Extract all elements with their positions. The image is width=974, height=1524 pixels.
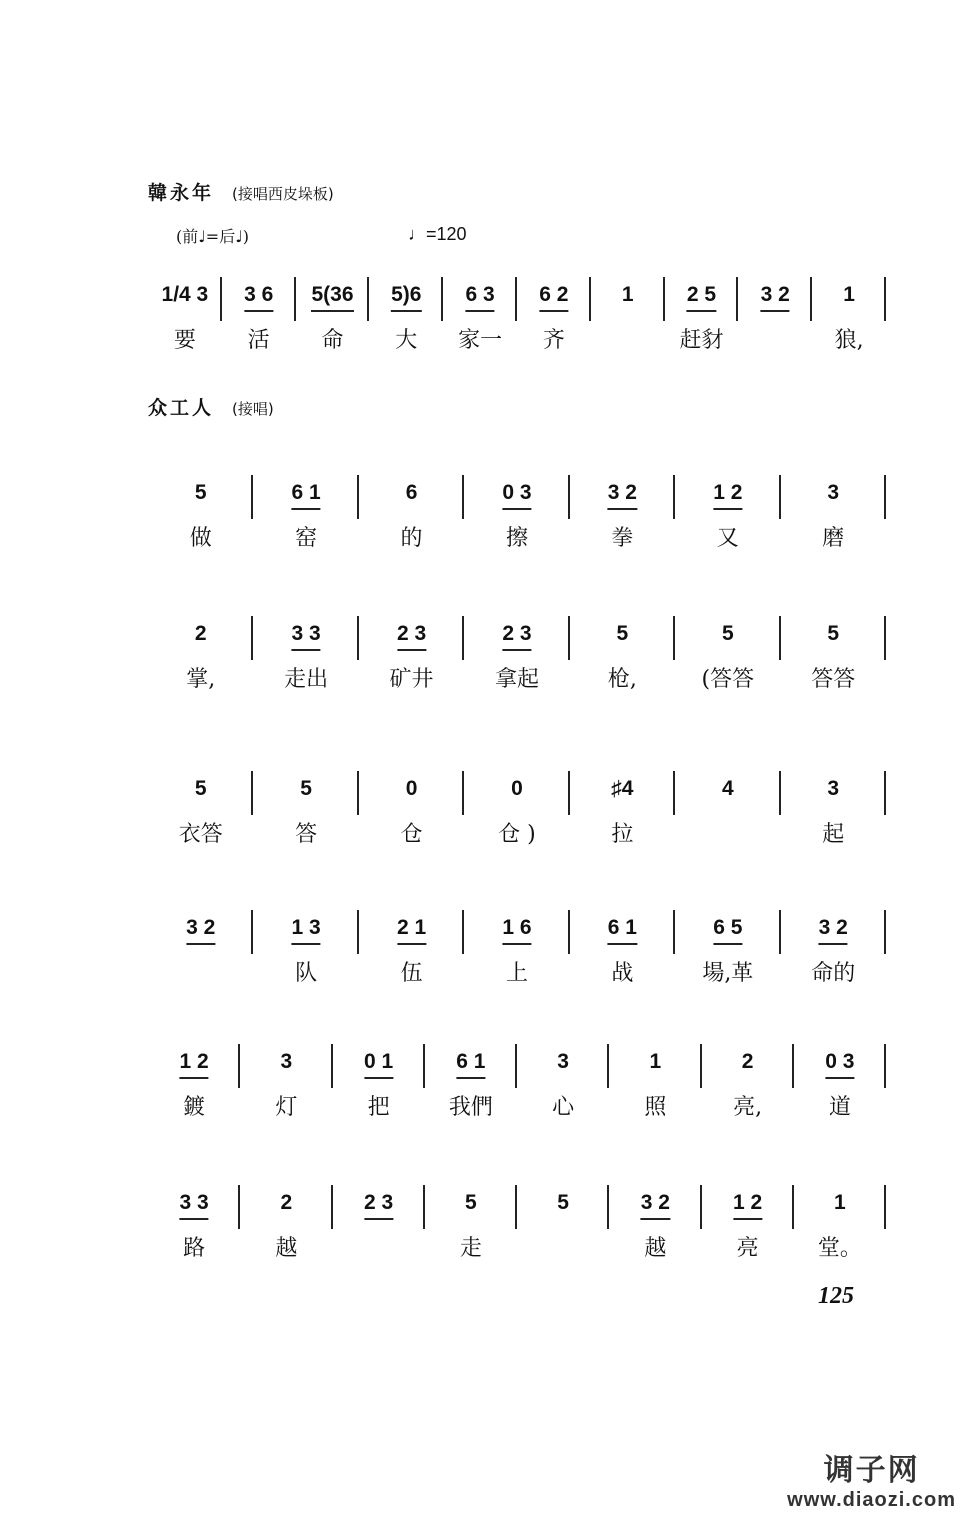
- singer-label: [148, 393, 274, 420]
- notes: 5: [557, 1191, 569, 1214]
- watermark-title: 调子网: [823, 1453, 920, 1488]
- singing-cue: (接唱西皮垛板): [232, 185, 334, 203]
- measure: [738, 283, 812, 373]
- lyrics: 道: [828, 1095, 851, 1120]
- lyrics: 赶豺: [679, 328, 724, 353]
- measure: [253, 481, 358, 571]
- lyrics: 灯: [275, 1095, 298, 1120]
- notes: 1: [843, 283, 855, 306]
- score-system: [148, 916, 886, 1006]
- notes: 2: [280, 1191, 293, 1214]
- watermark: [787, 1445, 956, 1512]
- measure: [464, 777, 569, 867]
- notes: 5: [616, 622, 629, 645]
- measure: [591, 283, 665, 373]
- notes: 6 1: [456, 1050, 485, 1079]
- lyrics: 上: [505, 961, 528, 986]
- measure: [253, 916, 358, 1006]
- notes: 2 5: [687, 283, 716, 312]
- measure: [464, 481, 569, 571]
- notes: 1 2: [713, 481, 742, 510]
- notes: 3: [280, 1050, 293, 1073]
- measure: [570, 916, 675, 1006]
- notes: 5: [194, 777, 207, 800]
- lyrics: (答答: [701, 667, 755, 692]
- notes: 2 1: [397, 916, 426, 945]
- measure: [665, 283, 739, 373]
- measure: [570, 622, 675, 712]
- notes: 1: [621, 283, 634, 306]
- measure: [609, 1050, 701, 1140]
- measure: [570, 481, 675, 571]
- measure: [675, 916, 780, 1006]
- metronome-mark: ♩=120: [408, 224, 467, 244]
- measure: [359, 916, 464, 1006]
- lyrics: 擦: [505, 526, 528, 551]
- lyrics: 照: [644, 1095, 667, 1120]
- measure: [296, 283, 370, 373]
- notes: 1: [834, 1191, 846, 1214]
- measure: [425, 1050, 517, 1140]
- measure: [517, 1050, 609, 1140]
- tempo-marking: [176, 224, 467, 247]
- lyrics: 拿起: [494, 667, 539, 692]
- lyrics: 齐: [542, 328, 565, 353]
- notes: 1 3: [292, 916, 321, 945]
- lyrics: 枪,: [607, 667, 637, 692]
- measure: [517, 1191, 609, 1281]
- measure: [781, 622, 886, 712]
- notes: 5(36: [311, 283, 353, 312]
- lyrics: 大: [395, 328, 418, 353]
- lyrics: 伍: [400, 961, 423, 986]
- measure: [148, 481, 253, 571]
- notes: 0: [511, 777, 523, 800]
- lyrics: 越: [644, 1236, 667, 1261]
- notes: 5: [300, 777, 312, 800]
- measure: [359, 622, 464, 712]
- lyrics: 掌,: [186, 667, 216, 692]
- notes: 3 2: [186, 916, 215, 945]
- lyrics: 鍍: [183, 1095, 206, 1120]
- measure: [222, 283, 296, 373]
- measure: [781, 481, 886, 571]
- measure: [675, 777, 780, 867]
- lyrics: 磨: [822, 526, 845, 551]
- lyrics: 矿井: [389, 667, 434, 692]
- measure: [333, 1191, 425, 1281]
- measure: [570, 777, 675, 867]
- measure: [148, 916, 253, 1006]
- score-system: [148, 283, 886, 373]
- notes: 1: [649, 1050, 662, 1073]
- lyrics: 路: [183, 1236, 206, 1261]
- lyrics: 把: [367, 1095, 390, 1120]
- notes: 2: [194, 622, 207, 645]
- notes: 3 3: [180, 1191, 209, 1220]
- notes: 3: [827, 481, 840, 504]
- notes: 3 2: [608, 481, 637, 510]
- notes: 3 2: [761, 283, 790, 312]
- lyrics: 場,革: [702, 961, 754, 986]
- lyrics: 衣答: [178, 822, 223, 847]
- lyrics: 要: [173, 328, 196, 353]
- notes: 1/4 3: [161, 283, 209, 306]
- measure: [148, 777, 253, 867]
- notes: 6 2: [539, 283, 568, 312]
- notes: 5: [827, 622, 840, 645]
- notes: 0 3: [502, 481, 531, 510]
- notes: 3 2: [819, 916, 848, 945]
- notes: 6: [405, 481, 418, 504]
- measure: [812, 283, 886, 373]
- notes: 6 5: [713, 916, 742, 945]
- lyrics: 亮,: [733, 1095, 763, 1120]
- lyrics: 又: [716, 526, 739, 551]
- measure: [333, 1050, 425, 1140]
- measure: [148, 283, 222, 373]
- notes: 3 2: [641, 1191, 670, 1220]
- notes: 6 3: [465, 283, 494, 312]
- notes: 2 3: [502, 622, 531, 651]
- measure: [253, 622, 358, 712]
- lyrics: 起: [822, 822, 845, 847]
- score-system: [148, 1050, 886, 1140]
- lyrics: 拳: [611, 526, 634, 551]
- notes: 1 6: [502, 916, 531, 945]
- lyrics: 的: [400, 526, 423, 551]
- measure: [781, 777, 886, 867]
- notes: 3 3: [292, 622, 321, 651]
- measure: [148, 1191, 240, 1281]
- notes: 4: [721, 777, 734, 800]
- score-system: [148, 777, 886, 867]
- page-number: 125: [818, 1283, 854, 1309]
- singer-name: 众工人: [148, 397, 215, 419]
- notes: 6 1: [608, 916, 637, 945]
- lyrics: 越: [275, 1236, 298, 1261]
- measure: [148, 1050, 240, 1140]
- measure: [675, 481, 780, 571]
- measure: [359, 481, 464, 571]
- measure: [794, 1191, 886, 1281]
- lyrics: 队: [295, 961, 318, 986]
- measure: [781, 916, 886, 1006]
- measure: [359, 777, 464, 867]
- notes: 2 3: [397, 622, 426, 651]
- lyrics: 答: [295, 822, 318, 847]
- lyrics: 命: [321, 328, 344, 353]
- measure: [240, 1191, 332, 1281]
- lyrics: 窑: [295, 526, 318, 551]
- lyrics: 仓: [400, 822, 423, 847]
- notes: 0 1: [364, 1050, 393, 1079]
- notes: 0 3: [825, 1050, 854, 1079]
- lyrics: 仓 ): [498, 822, 536, 847]
- measure: [702, 1191, 794, 1281]
- lyrics: 答答: [811, 667, 856, 692]
- notes: 3: [827, 777, 840, 800]
- lyrics: 战: [611, 961, 634, 986]
- lyrics: 拉: [611, 822, 634, 847]
- singing-cue: (接唱): [232, 400, 274, 418]
- measure: [253, 777, 358, 867]
- lyrics: 我們: [448, 1095, 493, 1120]
- lyrics: 走出: [284, 667, 329, 692]
- measure: [609, 1191, 701, 1281]
- singer-name: 韓永年: [148, 182, 215, 204]
- notes: 3 6: [244, 283, 273, 312]
- lyrics: 活: [247, 328, 270, 353]
- score-system: [148, 622, 886, 712]
- measure: [425, 1191, 517, 1281]
- measure: [240, 1050, 332, 1140]
- tempo-relation: (前♩=后♩): [176, 227, 249, 246]
- measure: [148, 622, 253, 712]
- lyrics: 心: [552, 1095, 575, 1120]
- singer-label: [148, 178, 334, 205]
- lyrics: 狼,: [834, 328, 864, 353]
- measure: [464, 622, 569, 712]
- notes: 2 3: [364, 1191, 393, 1220]
- notes: 5: [194, 481, 207, 504]
- lyrics: 走: [459, 1236, 482, 1261]
- lyrics: 做: [189, 526, 212, 551]
- watermark-url: www.diaozi.com: [787, 1489, 956, 1511]
- measure: [702, 1050, 794, 1140]
- notes: 6 1: [292, 481, 321, 510]
- measure: [464, 916, 569, 1006]
- measure: [675, 622, 780, 712]
- notes: 1 2: [733, 1191, 762, 1220]
- notes: 3: [557, 1050, 569, 1073]
- notes: 5: [721, 622, 734, 645]
- notes: ♯4: [611, 777, 634, 800]
- measure: [369, 283, 443, 373]
- score-system: [148, 481, 886, 571]
- lyrics: 命的: [811, 961, 856, 986]
- score-system: [148, 1191, 886, 1281]
- measure: [794, 1050, 886, 1140]
- notes: 5)6: [391, 283, 421, 312]
- lyrics: 堂。: [817, 1236, 862, 1261]
- measure: [443, 283, 517, 373]
- lyrics: 亮: [736, 1236, 759, 1261]
- lyrics: 家一: [458, 328, 503, 353]
- notes: 0: [405, 777, 418, 800]
- notes: 1 2: [180, 1050, 209, 1079]
- measure: [517, 283, 591, 373]
- notes: 5: [465, 1191, 477, 1214]
- notes: 2: [741, 1050, 754, 1073]
